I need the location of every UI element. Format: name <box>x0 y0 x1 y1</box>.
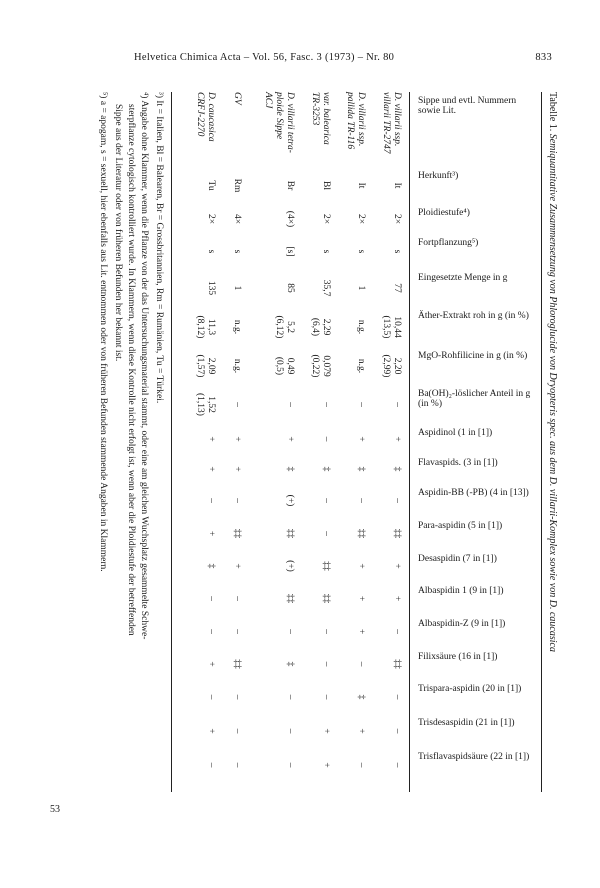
table-cell: – <box>285 402 295 407</box>
top-rule <box>541 92 542 792</box>
table-cell: ‡‡ <box>356 528 366 539</box>
table-cell: [s] <box>285 246 295 257</box>
column-header: Aspidinol (1 in [1]) <box>418 428 493 438</box>
row-name-line: ploide Sippe <box>274 92 284 140</box>
row-name <box>262 92 295 153</box>
row-name-line: villarii TR-2747 <box>381 92 391 154</box>
table-cell: – <box>356 498 366 503</box>
table-cell: 85 <box>285 283 295 293</box>
row-name-line: D. villarii tetra- <box>285 92 295 153</box>
column-header: Albaspidin-Z (9 in [1]) <box>418 619 506 629</box>
table-cell: ‡‡ <box>392 528 402 539</box>
row-name-line: var. balearica <box>321 92 331 145</box>
table-cell: ‡ <box>356 466 366 472</box>
table-cell: + <box>392 436 402 442</box>
table-cell: ‡‡ <box>285 528 295 539</box>
table-cell: 0,49 (0,5) <box>274 356 295 376</box>
table-cell: – <box>232 596 242 601</box>
table-cell: s <box>321 249 331 254</box>
table-cell: 11,3 (8,12) <box>195 315 216 339</box>
table-cell: 2,20 (2,99) <box>381 354 402 378</box>
column-header: Trisflavaspidsäure (22 in [1]) <box>418 752 530 762</box>
footnote: sterpflanze cytologisch kontrolliert wurde. In Klammern, wenn diese Kontrolle nicht erfolgt ist, wenn aber die Ploidiestufe der betreffenden <box>126 104 136 636</box>
caption-text: Semiquantitative Zusammensetzung von Phloroglucide von Dryopteris spec. aus dem D. villarii-Komplex sowie von D. caucasica <box>547 133 558 652</box>
table-cell: ‡ <box>285 466 295 472</box>
table-cell: – <box>232 402 242 407</box>
table-cell: 2× <box>392 213 402 225</box>
table-cell: + <box>206 466 216 472</box>
table-cell: – <box>232 694 242 700</box>
table-cell: – <box>321 694 331 700</box>
table-cell: + <box>356 595 366 602</box>
page-mark: 53 <box>50 804 60 815</box>
table-cell: – <box>232 728 242 734</box>
table-cell: It <box>356 182 366 189</box>
column-header: Sippe und evtl. Nummern sowie Lit. <box>418 96 517 116</box>
table-cell: + <box>232 466 242 472</box>
table-cell: 1,52 (1,13) <box>195 393 216 416</box>
row-name-line: GV <box>232 92 242 105</box>
table-cell: 0,079 (0,22) <box>310 354 331 378</box>
table-cell: n.g. <box>232 319 242 335</box>
table-cell: – <box>321 436 331 442</box>
table-cell: – <box>392 402 402 407</box>
table-cell: (4×) <box>285 210 295 228</box>
footnote: ³) It = Italien, Bl = Balearen, Br = Grossbritannien, Rm = Rumänien, Tu = Türkei. <box>154 92 164 404</box>
table-cell: – <box>321 498 331 503</box>
table-cell: ‡‡ <box>285 593 295 604</box>
header-rule <box>409 92 410 792</box>
table-cell: ‡ <box>285 661 295 667</box>
table-cell: – <box>392 694 402 700</box>
row-name-line: D. caucasica <box>206 92 216 142</box>
table-cell: – <box>356 762 366 768</box>
table-cell: 77 <box>392 283 402 293</box>
table-cell: + <box>356 628 366 635</box>
table-cell: – <box>206 694 216 700</box>
table-cell: Br <box>285 180 295 191</box>
table-cell: 2,29 (6,4) <box>310 317 331 337</box>
table-cell: – <box>392 728 402 734</box>
journal-title: Helvetica Chimica Acta – Vol. 56, Fasc. 3 (1973) – Nr. 80 <box>134 52 395 63</box>
table-cell: ‡‡ <box>321 593 331 604</box>
table-cell: + <box>356 563 366 569</box>
row-name <box>380 92 402 154</box>
row-name-line: D. villarii ssp. <box>356 92 366 147</box>
table-cell: – <box>206 498 216 503</box>
table-cell: s <box>356 249 366 254</box>
row-name <box>344 92 366 149</box>
table-cell: n.g. <box>356 358 366 374</box>
table-cell: + <box>206 436 216 442</box>
table-cell: – <box>356 402 366 407</box>
column-header: Ploidiestufe⁴) <box>418 208 470 218</box>
row-name <box>194 92 216 142</box>
footnote: ⁴) Angabe ohne Klammer, wenn die Pflanze von der das Untersuchungsmaterial stammt, oder eine am gleichen Wuchsplatz gesammelte Schwe- <box>139 92 149 640</box>
table-cell: ‡ <box>392 466 402 472</box>
table-cell: 135 <box>206 280 216 296</box>
table-cell: – <box>206 629 216 634</box>
table-cell: + <box>321 762 331 768</box>
column-header: Ba(OH)₂-löslicher Anteil in g (in %) <box>418 389 531 409</box>
row-name-line: CRFJ-2270 <box>195 92 205 137</box>
table-cell: + <box>232 436 242 442</box>
table-cell: – <box>285 629 295 634</box>
row-name-line: pallida TR-116 <box>345 92 355 150</box>
row-name-line: ACJ <box>263 92 273 109</box>
table-cell: (+) <box>285 560 295 572</box>
column-header: Filixsäure (16 in [1]) <box>418 652 498 662</box>
column-header: Äther-Extrakt roh in g (in %) <box>418 311 529 321</box>
table-cell: – <box>232 762 242 768</box>
table-cell: ‡ <box>321 466 331 472</box>
table-cell: – <box>285 728 295 734</box>
table-cell: – <box>321 531 331 536</box>
bottom-rule <box>171 92 172 792</box>
table-cell: s <box>206 249 216 254</box>
table-cell: – <box>206 762 216 768</box>
table-cell: + <box>392 595 402 602</box>
column-header: Aspidin-BB (-PB) (4 in [13]) <box>418 488 529 498</box>
table-cell: – <box>206 596 216 601</box>
table-cell: – <box>232 498 242 503</box>
footnote: ⁵) a = apogam, s = sexuell, hier ebenfalls aus Lit. entnommen oder von früheren Befunden stammende Angaben in Klammern. <box>98 92 108 572</box>
table-cell: 1 <box>356 285 366 291</box>
table-cell: + <box>206 728 216 734</box>
table-cell: + <box>392 563 402 569</box>
table-cell: – <box>285 762 295 768</box>
table-cell: + <box>206 661 216 667</box>
column-header: Albaspidin 1 (9 in [1]) <box>418 586 504 596</box>
table-cell: + <box>356 436 366 442</box>
table-cell: – <box>392 498 402 503</box>
column-header: MgO-Rohfilicine in g (in %) <box>418 351 528 361</box>
table-cell: Tu <box>206 180 216 191</box>
table-cell: – <box>321 629 331 634</box>
table-cell: + <box>285 436 295 442</box>
table-cell: 35,7 <box>321 279 331 297</box>
column-header: Trisdesaspidin (21 in [1]) <box>418 718 515 728</box>
table-cell: 2× <box>321 213 331 225</box>
row-name <box>309 92 331 145</box>
table-cell: – <box>321 402 331 407</box>
table-cell: Bl <box>321 181 331 190</box>
table-cell: ‡ <box>206 563 216 569</box>
page-number: 833 <box>535 52 552 63</box>
table-cell: 10,44 (13,5) <box>381 315 402 339</box>
table-cell: ‡ <box>356 694 366 700</box>
table-caption <box>547 92 558 792</box>
table-cell: + <box>356 728 366 734</box>
table-cell: + <box>206 530 216 537</box>
column-header: Para-aspidin (5 in [1]) <box>418 521 503 531</box>
rotated-table <box>82 92 560 792</box>
table-cell: – <box>392 629 402 634</box>
table-cell: 2× <box>206 213 216 225</box>
table-cell: – <box>232 629 242 634</box>
table-cell: 4× <box>232 213 242 225</box>
table-cell: n.g. <box>232 358 242 374</box>
table-cell: s <box>232 249 242 254</box>
table-cell: 2× <box>356 213 366 225</box>
column-header: Flavaspids. (3 in [1]) <box>418 458 498 468</box>
table-cell: + <box>321 728 331 734</box>
column-header: Eingesetzte Menge in g <box>418 273 508 283</box>
column-header: Fortpflanzung⁵) <box>418 238 479 248</box>
table-cell: n.g. <box>356 319 366 335</box>
table-cell: – <box>392 762 402 768</box>
table-cell: (+) <box>285 494 295 507</box>
table-cell: – <box>285 694 295 700</box>
table-cell: + <box>232 563 242 569</box>
table-cell: s <box>392 249 402 254</box>
table-cell: Rm <box>232 178 242 193</box>
table-cell: ‡‡ <box>392 659 402 669</box>
table-cell: 2,09 (1,57) <box>195 354 216 378</box>
caption-label: Tabelle 1. <box>547 92 558 132</box>
column-header: Desaspidin (7 in [1]) <box>418 554 497 564</box>
footnote: Sippe aus der Literatur oder von früheren Befunden her bekannt ist. <box>113 104 123 362</box>
row-name-line: TR-3253 <box>310 92 320 126</box>
table-cell: ‡‡ <box>321 561 331 571</box>
table-cell: – <box>356 661 366 667</box>
table-cell: 1 <box>232 285 242 291</box>
table-cell: ‡‡ <box>232 659 242 669</box>
column-header: Herkunft³) <box>418 171 459 181</box>
row-name <box>231 92 242 105</box>
table-cell: 5,2 (6,12) <box>274 315 295 339</box>
table-cell: ‡‡ <box>232 528 242 539</box>
column-header: Trispara-aspidin (20 in [1]) <box>418 684 522 694</box>
row-name-line: D. villarii ssp. <box>392 92 402 147</box>
table-cell: It <box>392 182 402 189</box>
table-cell: – <box>321 661 331 667</box>
